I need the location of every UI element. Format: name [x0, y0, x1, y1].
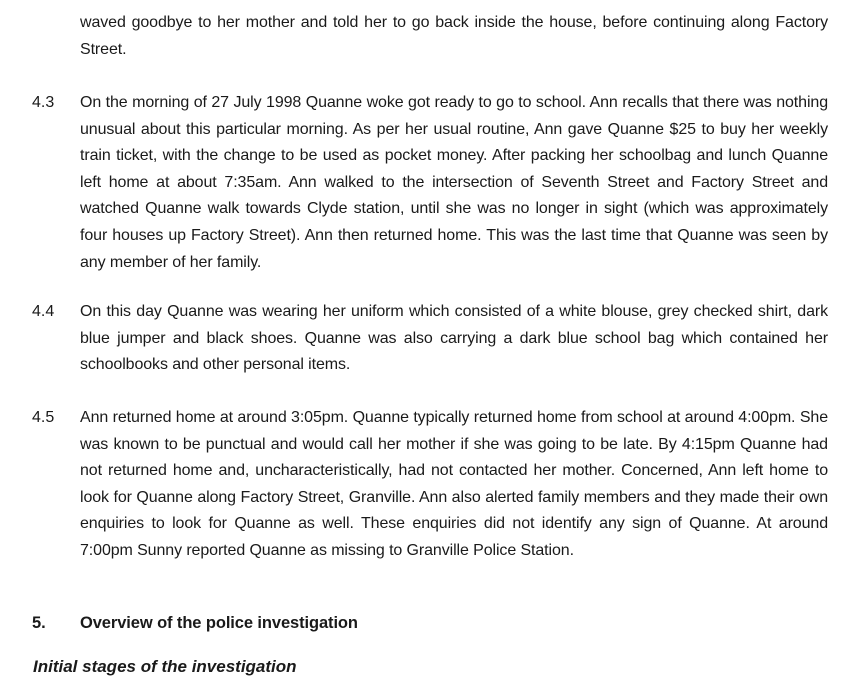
section-title: Overview of the police investigation — [80, 614, 358, 632]
subsection-heading: Initial stages of the investigation — [33, 657, 297, 676]
paragraph-number: 4.3 — [32, 94, 55, 111]
section-number: 5. — [32, 614, 46, 632]
paragraph-number: 4.5 — [32, 409, 55, 426]
paragraph-text: On this day Quanne was wearing her uniform which consisted of a white blouse, grey checked shirt, dark blue jumper and black shoes. Quanne was also carrying a dark blue school bag which contained her schoolbooks and other personal items. — [80, 303, 828, 374]
paragraph-text: waved goodbye to her mother and told her to go back inside the house, before continuing along Factory Street. — [80, 14, 828, 58]
paragraph-text: Ann returned home at around 3:05pm. Quanne typically returned home from school at around 4:00pm. She was known to be punctual and would call her mother if she was going to be late. By 4:15pm Quanne had not returned home and, uncharacteristically, had not contacted her mother. Concerned, Ann left home to look for Quanne along Factory Street, Granville. Ann also alerted family members and they made their own enquiries to look for Quanne as well. These enquiries did not identify any sign of Quanne. At around 7:00pm Sunny reported Quanne as missing to Granville Police Station. — [80, 409, 828, 559]
paragraph-text: On the morning of 27 July 1998 Quanne woke got ready to go to school. Ann recalls that there was nothing unusual about this particular morning. As per her usual routine, Ann gave Quanne $25 to buy her weekly train ticket, with the change to be used as pocket money. After packing her schoolbag and lunch Quanne left home at about 7:35am. Ann walked to the intersection of Seventh Street and Factory Street and watched Quanne walk towards Clyde station, until she was no longer in sight (which was approximately four houses up Factory Street). Ann then returned home. This was the last time that Quanne was seen by any member of her family. — [80, 94, 828, 271]
paragraph-number: 4.4 — [32, 303, 55, 320]
